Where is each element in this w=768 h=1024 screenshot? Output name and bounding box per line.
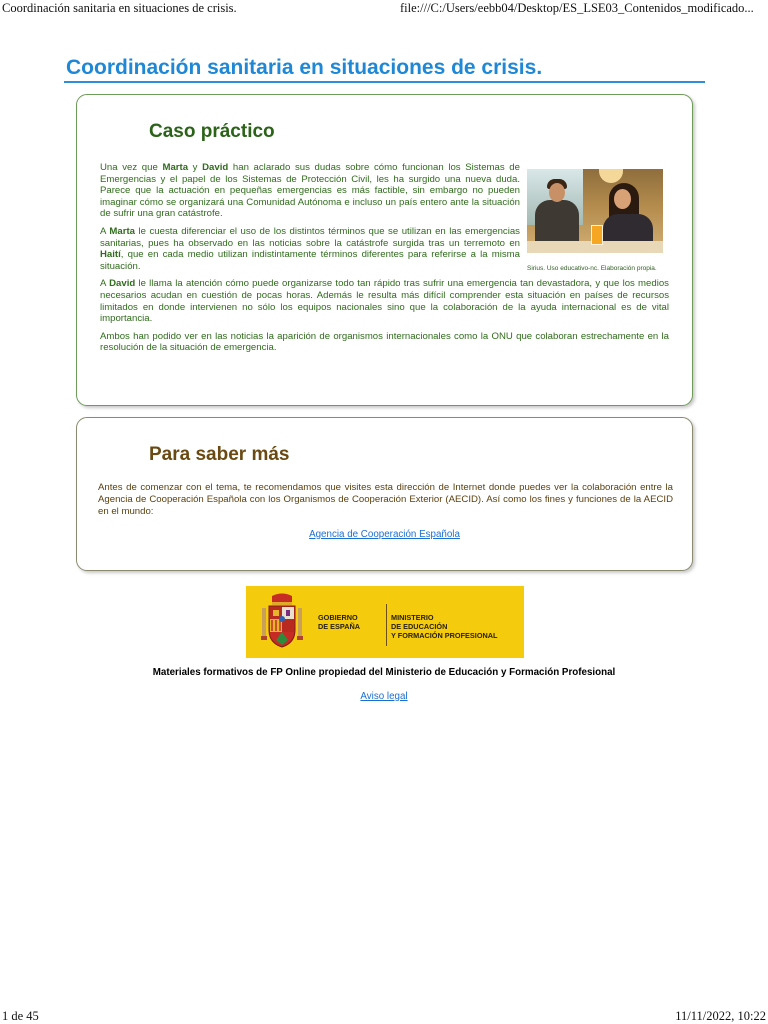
aecid-link[interactable]: Agencia de Cooperación Española (309, 529, 460, 540)
para-saber-mas-box (76, 417, 693, 571)
title-divider (64, 81, 705, 83)
caso-paragraph-4: Ambos han podido ver en las noticias la aparición de organismos internacionales como la ONU que colaboran estrechamente en la resolución de la situación de emergencia. (100, 330, 669, 354)
caso-paragraph-3: A David le llama la atención cómo puede organizarse todo tan rápido tras sufrir una emergencia tan devastadora, y que los medios necesarios acudan en cuestión de pocas horas. Además le resulta más difícil comprender esta situación en países de recursos limitados en donde intervienen no sólo los equipos nacionales sino que la colaboración de la ayuda internacional es de vital importancia. (100, 278, 669, 325)
gobierno-espana-banner (246, 586, 524, 658)
gobierno-de-espana-label: GOBIERNO DE ESPAÑA (318, 613, 361, 631)
para-saber-mas-heading: Para saber más (149, 444, 290, 465)
caso-paragraph-2: A Marta le cuesta diferenciar el uso de los distintos términos que se utilizan en las emergencias sanitarias, pues ha observado en las noticias sobre la catástrofe surgida tras un terremoto en Haití, que en cada medio utilizan indistintamente términos diferentes para referirse a la misma situación. (100, 225, 520, 272)
caso-practico-heading: Caso práctico (149, 121, 275, 142)
page-title: Coordinación sanitaria en situaciones de crisis. (66, 56, 543, 79)
name-david: David (109, 278, 136, 290)
print-date: 11/11/2022, 10:22 (675, 1009, 766, 1023)
ministerio-label: MINISTERIO DE EDUCACIÓN Y FORMACIÓN PROFESIONAL (391, 613, 498, 640)
banner-divider (386, 604, 387, 646)
para-saber-mas-text: Antes de comenzar con el tema, te recomendamos que visites esta dirección de Internet donde puedes ver la colaboración entre la Agencia de Cooperación Española con los Organismos de Cooperación Exterior (AECID). Así como los fines y funciones de la AECID en el mundo: (98, 482, 673, 518)
name-marta: Marta (109, 225, 135, 237)
name-david: David (202, 162, 229, 173)
aviso-legal-link[interactable]: Aviso legal (360, 691, 408, 702)
print-header-title: Coordinación sanitaria en situaciones de crisis. (2, 1, 237, 15)
page-count: 1 de 45 (2, 1009, 39, 1023)
print-header (0, 0, 768, 16)
caso-practico-box (76, 94, 693, 406)
cafe-photo (527, 169, 663, 253)
caso-paragraph-1: Una vez que Marta y David han aclarado sus dudas sobre cómo funcionan los Sistemas de Emergencias y el papel de los Sistemas de Protección Civil, les ha surgido una nueva duda. Parece que la actuación en pequeñas emergencias es más factible, sin embargo no pueden imaginar cómo se organizará una Comunidad Autónoma e incluso un país entero ante la situación de sufrir una gran catástrofe. (100, 162, 520, 220)
print-footer (0, 1008, 768, 1024)
name-marta: Marta (162, 162, 189, 173)
print-header-file-path: file:///C:/Users/eebb04/Desktop/ES_LSE03_Contenidos_modificado... (400, 1, 754, 15)
place-haiti: Haití (100, 249, 121, 261)
footer-credit: Materiales formativos de FP Online propiedad del Ministerio de Educación y Formación Profesional (152, 667, 616, 678)
photo-caption: Sirius. Uso educativo-nc. Elaboración propia. (527, 265, 657, 272)
spain-coat-of-arms-icon (258, 592, 306, 657)
